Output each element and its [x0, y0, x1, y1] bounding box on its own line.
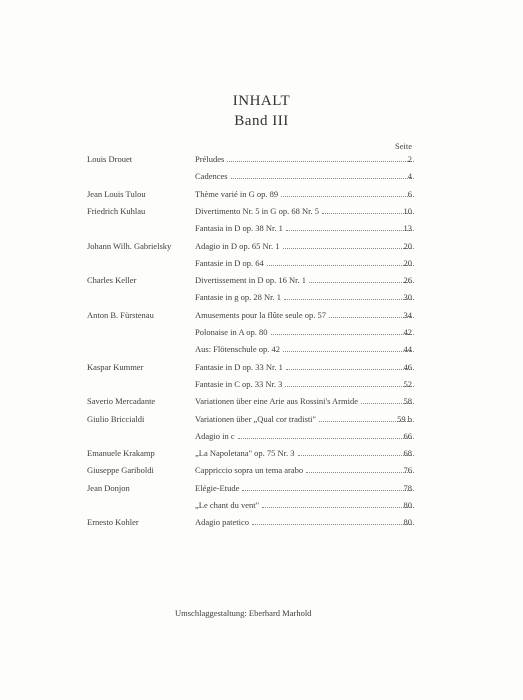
toc-row — [0, 222, 523, 234]
page-number: 76 — [403, 465, 412, 476]
toc-entry — [195, 326, 414, 338]
composer-name: Ernesto Kohler — [87, 517, 139, 528]
page-number: 20 — [403, 240, 412, 251]
toc-row — [0, 291, 523, 303]
piece-title: Fantasie in D op. 33 Nr. 1 — [195, 361, 283, 372]
toc-row — [0, 170, 523, 182]
composer-name: Kaspar Kummer — [87, 361, 144, 372]
toc-row — [0, 413, 523, 425]
toc-row — [0, 447, 523, 459]
piece-title: Variationen über „Qual cor tradisti" — [195, 413, 317, 424]
page-number: 13 — [403, 223, 412, 234]
toc-row — [0, 205, 523, 217]
toc-row — [0, 482, 523, 494]
toc-entry — [195, 447, 414, 459]
piece-title: Aus: Flötenschule op. 42 — [195, 344, 280, 355]
composer-name: Johann Wilh. Gabrielsky — [87, 240, 172, 251]
page-number: 78 — [403, 482, 412, 493]
dot-leader — [238, 430, 414, 439]
toc-row — [0, 499, 523, 511]
piece-title: „Le chant du vent" — [195, 500, 260, 510]
page-number: 59 b — [397, 413, 412, 424]
page-number: 6 — [407, 188, 412, 199]
page-number: 42 — [403, 327, 412, 337]
piece-title: Divertimento Nr. 5 in G op. 68 Nr. 5 — [195, 205, 319, 216]
piece-title: Divertissement in D op. 16 Nr. 1 — [195, 275, 306, 286]
page-number: 2 — [407, 154, 412, 164]
piece-title: Fantasie in g op. 28 Nr. 1 — [195, 292, 281, 303]
toc-entry — [195, 257, 414, 269]
toc-entry — [195, 378, 414, 390]
toc-entry — [195, 395, 414, 407]
toc-entry — [195, 205, 414, 217]
piece-title: Amusements pour la flûte seule op. 57 — [195, 309, 327, 320]
toc-row — [0, 464, 523, 476]
piece-title: Fantasia in D op. 38 Nr. 1 — [195, 223, 283, 234]
piece-title: Fantasie in D op. 64 — [195, 257, 264, 268]
toc-entry — [195, 464, 414, 476]
toc-row — [0, 430, 523, 442]
toc-entry — [195, 361, 414, 373]
piece-title: Cappriccio sopra un tema arabo — [195, 465, 304, 476]
dot-leader — [231, 170, 414, 179]
toc-entry — [195, 516, 414, 528]
composer-name: Friedrich Kuhlau — [87, 205, 146, 216]
piece-title: Elégie-Etude — [195, 482, 240, 493]
page-title: INHALT — [232, 93, 291, 109]
toc-row — [0, 361, 523, 373]
piece-title: Fantasie in C op. 33 Nr. 3 — [195, 378, 283, 389]
toc-row — [0, 153, 523, 165]
page-number: 46 — [403, 361, 412, 372]
toc-row — [0, 378, 523, 390]
page-number: 66 — [403, 430, 412, 441]
toc-entry — [195, 188, 414, 200]
toc-entry — [195, 274, 414, 286]
composer-name: Giuseppe Gariboldi — [87, 465, 154, 476]
dot-leader — [242, 482, 414, 491]
composer-name: Anton B. Fürstenau — [87, 309, 154, 320]
piece-title: Variationen über eine Arie aus Rossini's Armide — [195, 396, 358, 407]
composer-name: Charles Keller — [87, 275, 137, 286]
piece-title: Adagio in c — [195, 430, 235, 441]
toc-row — [0, 395, 523, 407]
page-number: 68 — [403, 448, 412, 459]
toc-entry — [195, 222, 414, 234]
volume-subtitle: Band III — [234, 113, 289, 129]
composer-name: Louis Drouet — [87, 154, 133, 164]
toc-entry — [195, 153, 414, 165]
toc-row — [0, 309, 523, 321]
page-number: 34 — [403, 309, 412, 320]
dot-leader — [227, 153, 414, 162]
piece-title: Polonaise in A op. 80 — [195, 327, 268, 337]
page-number: 4 — [407, 171, 412, 182]
toc-row — [0, 240, 523, 252]
piece-title: Adagio in D op. 65 Nr. 1 — [195, 240, 280, 251]
composer-name: Saverio Mercadante — [87, 396, 156, 407]
composer-name: Emanuele Krakamp — [87, 448, 155, 459]
page-number: 44 — [403, 344, 412, 355]
toc-entry — [195, 343, 414, 355]
page-number: 30 — [403, 292, 412, 303]
piece-title: Cadences — [195, 171, 228, 182]
toc-entry — [195, 482, 414, 494]
toc-entry — [195, 291, 414, 303]
toc-row — [0, 188, 523, 200]
toc-row — [0, 516, 523, 528]
toc-entry — [195, 240, 414, 252]
piece-title: „La Napoletana" op. 75 Nr. 3 — [195, 448, 295, 459]
piece-title: Préludes — [195, 154, 225, 164]
page-number: 26 — [403, 275, 412, 286]
page-number: 80 — [403, 517, 412, 528]
page-number: 20 — [403, 257, 412, 268]
toc-entry — [195, 413, 414, 425]
composer-name: Giulio Briccialdi — [87, 413, 145, 424]
piece-title: Thème varié in G op. 89 — [195, 188, 279, 199]
toc-row — [0, 326, 523, 338]
piece-title: Adagio patetico — [195, 517, 250, 528]
toc-row — [0, 257, 523, 269]
toc-entry — [195, 309, 414, 321]
toc-entry — [195, 499, 414, 511]
page-number: 10 — [403, 205, 412, 216]
toc-entry — [195, 170, 414, 182]
dot-leader — [252, 516, 414, 525]
cover-design-credit: Umschlaggestaltung: Eberhard Marhold — [175, 608, 312, 618]
toc-row — [0, 343, 523, 355]
page-column-header: Seite — [395, 141, 412, 151]
page-number: 58 — [403, 396, 412, 407]
page-number: 52 — [403, 378, 412, 389]
page-number: 80 — [403, 500, 412, 510]
composer-name: Jean Donjon — [87, 482, 130, 493]
composer-name: Jean Louis Tulou — [87, 188, 146, 199]
toc-entry — [195, 430, 414, 442]
toc-row — [0, 274, 523, 286]
